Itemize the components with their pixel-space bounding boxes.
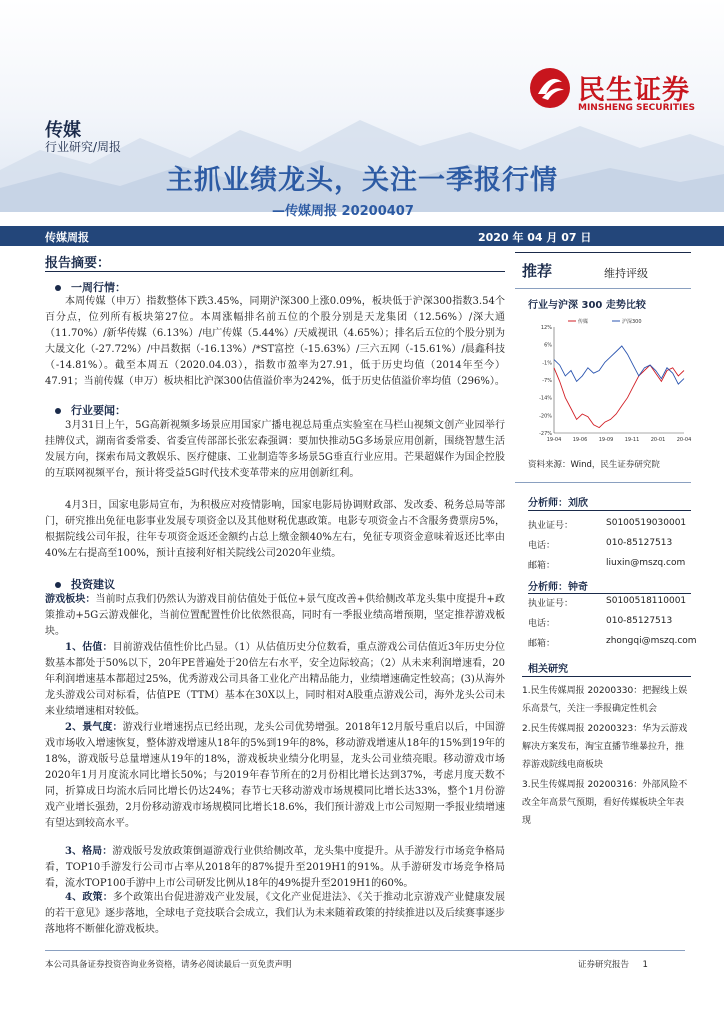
bullet-icon xyxy=(55,285,61,291)
industry-name: 传媒 xyxy=(45,120,81,141)
rating-label: 维持评级 xyxy=(604,267,648,280)
analyst2-divider xyxy=(528,593,691,594)
related-item[interactable]: 2.民生传媒周报 20200323：华为云游戏解决方案发布，淘宝直播节维暴拉升，推荐游戏院线电商板块 xyxy=(522,724,688,770)
right-divider xyxy=(515,482,691,483)
report-type: 行业研究/周报 xyxy=(45,140,122,154)
x-tick-label: 19-09 xyxy=(598,437,614,443)
title-bar xyxy=(0,226,724,246)
right-top-divider xyxy=(515,252,691,253)
analyst2-phone: 电话： 010-85127513 xyxy=(528,616,673,629)
footer-divider xyxy=(45,950,685,951)
related-heading: 相关研究 xyxy=(528,664,568,675)
structure-label: 3、格局： xyxy=(65,846,113,857)
game-label: 游戏板块： xyxy=(45,594,96,605)
page-title: 主抓业绩龙头，关注一季报行情 xyxy=(166,165,558,196)
bullet-icon xyxy=(55,582,61,588)
news-heading: 行业要闻： xyxy=(55,402,126,418)
news-paragraph-1: 3月31日上午，5G高新视频多场景应用国家广播电视总局重点实验室在马栏山视频文创产业园举行挂牌仪式，湖南省委常委、省委宣传部部长张宏森强调：要加快推动5G多场景应用创新，围绕智慧生活发展方向，探索布局文教娱乐、医疗健康、工业制造等多场景5G垂直行业应用。芒果超媒作为国企控股的互联网视频平台，预计将受益5G时代技术变革带来的应用创新红利。 xyxy=(45,420,505,479)
policy-paragraph: 4、政策：多个政策出台促进游戏产业发展，《文化产业促进法》、《关于推动北京游戏产业健康发展的若干意见》逐步落地，全球电子竞技联合会成立，我们认为未来随着政策的持续推进以及后续赛事逐步落地将不断催化游戏板块。 xyxy=(45,892,505,935)
game-paragraph: 游戏板块：当前时点我们仍然认为游戏目前估值处于低位+景气度改善+供给侧改革龙头集中度提升+政策推动+5G云游戏催化，当前位置配置性价比依然很高，同时有一季报业绩高增预期，坚定推荐游戏板块。 xyxy=(45,594,506,637)
analyst1-email[interactable]: 邮箱： liuxin@mszq.com xyxy=(528,558,686,571)
analyst1-phone: 电话： 010-85127513 xyxy=(528,538,673,551)
y-tick-label: -27% xyxy=(539,431,552,437)
weekly-heading: 一周行情： xyxy=(55,279,126,295)
x-tick-label: 19-11 xyxy=(624,437,640,443)
x-tick-label: 19-06 xyxy=(572,437,588,443)
x-tick-label: 20-01 xyxy=(650,437,666,443)
valuation-label: 1、估值： xyxy=(65,642,113,653)
y-tick-label: -14% xyxy=(539,395,552,402)
x-tick-label: 19-04 xyxy=(546,437,562,443)
chart-title: 行业与沪深 300 走势比较 xyxy=(528,300,646,311)
footer-right: 证券研究报告 1 xyxy=(578,960,648,970)
summary-divider xyxy=(45,271,505,272)
related-divider xyxy=(522,676,691,677)
news-paragraph-2: 4月3日，国家电影局宣布，为积极应对疫情影响，国家电影局协调财政部、发改委、税务总局等部门，研究推出免征电影事业发展专项资金以及其他财税优惠政策。电影专项资金占不含服务费票房5%，根据院线公司年报，往年专项资金返还金额约占总上缴金额40%左右，免征专项资金意味着返还比率由40%左右提高至100%，预计直接利好相关院线公司2020年业绩。 xyxy=(45,500,505,559)
related-item[interactable]: 1.民生传媒周报 20200330：把握线上娱乐高景气，关注一季报确定性机会 xyxy=(522,686,688,714)
boom-label: 2、景气度： xyxy=(65,722,123,733)
page-subtitle: —传媒周报 20200407 xyxy=(272,204,414,219)
summary-heading: 报告摘要： xyxy=(45,256,111,271)
trend-chart xyxy=(528,313,692,448)
boom-paragraph: 2、景气度：游戏行业增速拐点已经出现，龙头公司优势增强。2018年12月版号重启以后，中国游戏市场收入增速恢复，整体游戏增速从18年的5%到19年的8%，移动游戏增速从18年的15%到19年的18%，游戏版号总量增速从19年的18%，游戏板块业绩分化明显，龙头公司业绩亮眼。移动游戏市场2020年1月月度流水同比增长50%；与2019年春节所在的2月份相比增长达到37%，考虑月度天数不同，折算成日均流水后同比增长仍达24%；春节七天移动游戏市场规模同比增长达33%，整个1月份游戏产业增长强劲，2月份移动游戏市场规模同比增长18.6%，我们预计游戏上市公司短期一季报业绩增速有望达到较高水平。 xyxy=(45,722,505,829)
legend-label: 沪深300 xyxy=(622,319,642,325)
policy-label: 4、政策： xyxy=(65,892,113,903)
right-divider xyxy=(515,288,691,289)
related-item[interactable]: 3.民生传媒周报 20200316：外部风险不改全年高景气预期，看好传媒板块全年表现 xyxy=(522,780,688,826)
report-date: 2020 年 04 月 07 日 xyxy=(478,231,592,244)
analyst1-divider xyxy=(528,510,691,511)
y-tick-label: 12% xyxy=(540,325,552,331)
footer-disclaimer: 本公司具备证券投资咨询业务资格，请务必阅读最后一页免责声明 xyxy=(45,960,292,970)
weekly-paragraph: 本周传媒（申万）指数整体下跌3.45%，同期沪深300上涨0.09%，板块低于沪深300指数3.54个百分点，位列所有板块第27位。本周涨幅排名前五位的个股分别是天龙集团（12.56%）/深大通（11.70%）/新华传媒（6.13%）/电广传媒（5.44%）/天威视讯（4.65%）；排名后五位的个股分别为大晟文化（-27.72%）/中昌数据（-16.13%）/*ST富控（-15.63%）/三六五网（-15.61%）/晨鑫科技（-14.81%）。截至本周五（2020.04.03），指数市盈率为27.91，低于历史均值（2014年至今）47.91；当前传媒（申万）板块相比沪深300估值溢价率为242%，低于历史估值溢价率均值（296%）。 xyxy=(45,296,505,387)
structure-paragraph: 3、格局：游戏版号发放政策倒逼游戏行业供给侧改革，龙头集中度提升。从手游发行市场竞争格局看，TOP10手游发行公司市占率从2018年的87%提升至2019H1的91%。从手游研发市场竞争格局看，流水TOP100手游中上市公司研发比例从18年的49%提升至2019H1的60%。 xyxy=(45,846,505,889)
x-tick-label: 20-04 xyxy=(676,437,692,443)
series-line-hs300 xyxy=(554,346,684,384)
y-tick-label: 6% xyxy=(544,342,552,349)
logo-text: 民生证券 xyxy=(578,75,690,106)
y-tick-label: -7% xyxy=(542,378,552,384)
page-number: 1 xyxy=(642,960,648,970)
recommend-label: 推荐 xyxy=(522,262,553,280)
analyst2-email[interactable]: 邮箱： zhongqi@mszq.com xyxy=(528,636,697,649)
analyst2-heading: 分析师：钟奇 xyxy=(528,582,588,593)
chart-source: 资料来源：Wind，民生证券研究院 xyxy=(528,460,660,470)
logo-subtext: MINSHENG SECURITIES xyxy=(578,103,695,113)
valuation-paragraph: 1、估值：目前游戏估值性价比凸显。（1）从估值历史分位数看，重点游戏公司估值近3年历史分位数基本都处于50%以下，20年PE普遍处于20倍左右水平，安全边际较高；（2）从未来利润增速看，20年利润增速基本都超过25%，优秀游戏公司具备工业化产出精品能力，业绩增速确定性较高；(3)从海外龙头游戏公司对标看，估值PE（TTM）基本在30X以上，同时相对A股重点游戏公司，海外龙头公司未来业绩增速相对较低。 xyxy=(45,642,505,717)
y-tick-label: -20% xyxy=(539,413,552,420)
analyst2-cert: 执业证号： S0100518110001 xyxy=(528,596,687,609)
title-bar-label: 传媒周报 xyxy=(45,231,89,244)
invest-heading: 投资建议 xyxy=(55,576,115,592)
analyst1-cert: 执业证号： S0100519030001 xyxy=(528,518,687,531)
y-tick-label: -1% xyxy=(542,360,552,367)
bullet-icon xyxy=(55,408,61,414)
legend-label: 传媒 xyxy=(578,319,589,325)
analyst1-heading: 分析师：刘欣 xyxy=(528,498,588,509)
